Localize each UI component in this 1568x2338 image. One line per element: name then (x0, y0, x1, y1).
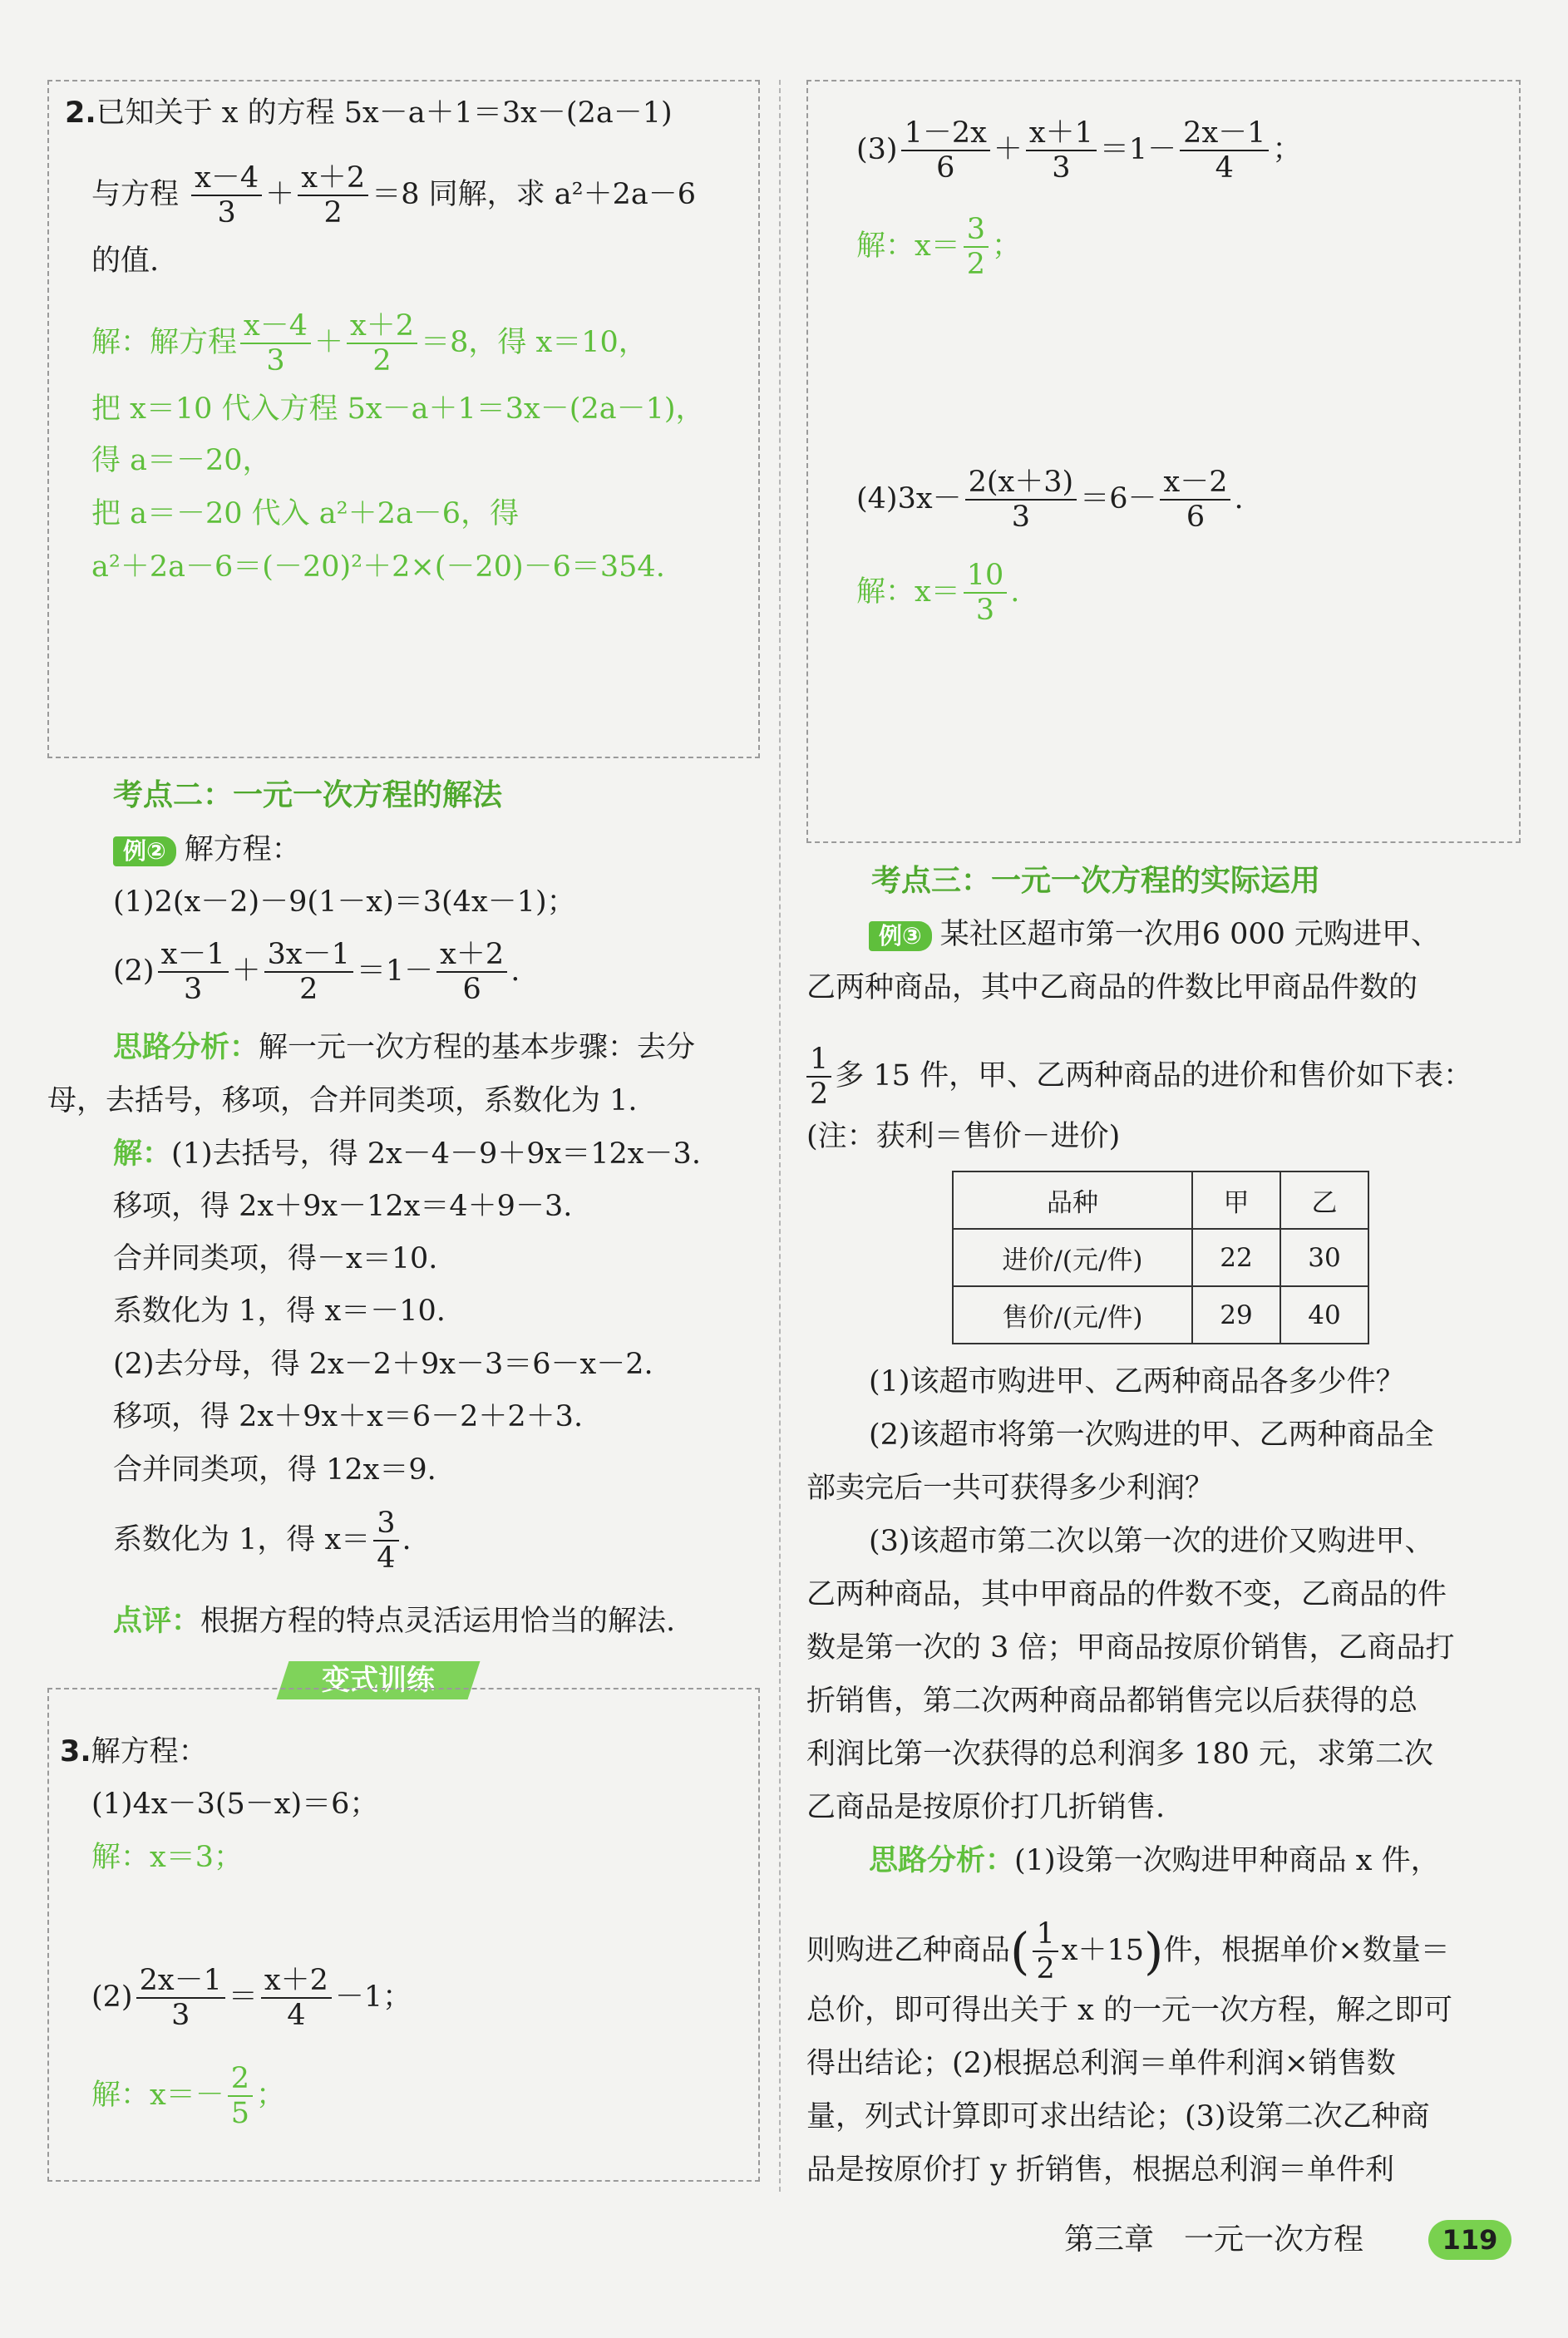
example-3-question-2b: 部卖完后一共可获得多少利润？ (806, 1472, 1215, 1505)
column-divider (779, 80, 781, 2192)
fraction: $\frac{x+2}{6}$ (436, 938, 507, 1007)
example-3-question-3b: 乙两种商品，其中甲商品的件数不变，乙商品的件 (806, 1578, 1447, 1611)
example-2-solution-8: 系数化为 1，得 x＝ $\frac{3}{4}$ . (113, 1507, 412, 1576)
part-3-answer: 解：x＝ $\frac{3}{2}$ ； (856, 213, 1022, 282)
q2-number: 2. (65, 96, 96, 130)
example-2-solution-7: 合并同类项，得 12x＝9. (113, 1453, 436, 1487)
q2-line-2: 与方程 $\frac{x-4}{3}$ ＋ $\frac{x+2}{2}$ ＝8 同解，求 a²＋2a－6 (91, 161, 697, 230)
example-3-analysis-1: 思路分析：(1)设第一次购进甲种商品 x 件， (869, 1844, 1440, 1877)
part-4: (4)3x－ $\frac{2(x+3)}{3}$ ＝6－ $\frac{x-2}{6}$ . (856, 466, 1244, 535)
example-2-solution-4: 系数化为 1，得 x＝－10. (113, 1295, 446, 1328)
fraction: $\frac{2(x+3)}{3}$ (965, 466, 1077, 535)
fraction: $\frac{1}{2}$ (806, 1043, 831, 1112)
q2-answer-2: 把 x＝10 代入方程 5x－a＋1＝3x－(2a－1)， (91, 392, 705, 426)
page-number: 119 (1428, 2220, 1511, 2260)
example-2-part-2: (2) $\frac{x-1}{3}$ ＋ $\frac{3x-1}{2}$ ＝1－ $\frac{x+2}{6}$ . (113, 938, 520, 1007)
example-2-solution-3: 合并同类项，得－x＝10. (113, 1242, 438, 1275)
q3-part-1: (1)4x－3(5－x)＝6； (91, 1788, 379, 1821)
example-3-line-2: 乙两种商品，其中乙商品的件数比甲商品件数的 (806, 971, 1418, 1004)
example-3-question-3a: (3)该超市第二次以第一次的进价又购进甲、 (869, 1525, 1434, 1558)
example-3-question-3f: 乙商品是按原价打几折销售. (806, 1791, 1166, 1824)
table-header-row (953, 1171, 1368, 1229)
fraction: $\frac{1-2x}{6}$ (901, 116, 990, 185)
variant-training-banner: 变式训练 (277, 1661, 481, 1699)
example-3-analysis-2: 则购进乙种商品( $\frac{1}{2}$ x＋15)件，根据单价×数量＝ (806, 1917, 1450, 1986)
fraction: $\frac{x-4}{3}$ (191, 161, 262, 230)
fraction: $\frac{1}{2}$ (1033, 1917, 1058, 1986)
section-heading-3: 考点三：一元一次方程的实际运用 (871, 864, 1321, 898)
price-table (952, 1171, 1369, 1344)
example-2-comment: 点评：根据方程的特点灵活运用恰当的解法. (113, 1605, 676, 1638)
example-2-solution-5: (2)去分母，得 2x－2＋9x－3＝6－x－2. (113, 1348, 653, 1381)
fraction: $\frac{x+2}{2}$ (298, 161, 368, 230)
exercise-continuation-box (806, 80, 1521, 843)
example-3-question-1: (1)该超市购进甲、乙两种商品各多少件？ (869, 1365, 1405, 1398)
table-cell: 售价/(元/件) (953, 1286, 1192, 1344)
example-3-question-3d: 折销售，第二次两种商品都销售完以后获得的总 (806, 1684, 1418, 1718)
fraction: $\frac{3}{2}$ (964, 213, 989, 282)
fraction: $\frac{2}{5}$ (228, 2062, 253, 2131)
table-row (953, 1286, 1368, 1344)
q3-part-2: (2) $\frac{2x-1}{3}$ ＝ $\frac{x+2}{4}$ －1； (91, 1964, 412, 2033)
q3-title: 3.解方程： (60, 1735, 208, 1768)
q3-answer-2: 解：x＝－ $\frac{2}{5}$ ； (91, 2062, 286, 2131)
fraction: $\frac{x+1}{3}$ (1026, 116, 1097, 185)
example-2-analysis-2: 母，去括号，移项，合并同类项，系数化为 1. (47, 1084, 638, 1117)
fraction: $\frac{2x-1}{3}$ (136, 1964, 225, 2033)
example-2-analysis-1: 思路分析：解一元一次方程的基本步骤：去分 (113, 1031, 696, 1064)
fraction: $\frac{x+2}{4}$ (261, 1964, 332, 2033)
fraction: $\frac{2x-1}{4}$ (1180, 116, 1269, 185)
example-2-solution-6: 移项，得 2x＋9x＋x＝6－2＋2＋3. (113, 1400, 584, 1433)
example-2-title: 例② 解方程： (113, 831, 301, 868)
q2-line-3: 的值. (91, 244, 160, 278)
table-cell: 29 (1192, 1286, 1280, 1344)
example-badge: 例③ (869, 921, 932, 951)
section-heading-2: 考点二：一元一次方程的解法 (113, 778, 503, 812)
table-cell: 22 (1192, 1229, 1280, 1286)
example-2-solution-2: 移项，得 2x＋9x－12x＝4＋9－3. (113, 1190, 573, 1223)
example-3-question-3e: 利润比第一次获得的总利润多 180 元，求第二次 (806, 1738, 1434, 1771)
example-badge: 例② (113, 836, 176, 866)
example-2-part-1: (1)2(x－2)－9(1－x)＝3(4x－1)； (113, 885, 576, 919)
table-row (953, 1229, 1368, 1286)
fraction: $\frac{x-2}{6}$ (1160, 466, 1230, 535)
fraction: $\frac{3}{4}$ (373, 1507, 398, 1576)
table-cell: 进价/(元/件) (953, 1229, 1192, 1286)
fraction: $\frac{x-4}{3}$ (240, 309, 311, 378)
chapter-footer: 第三章 一元一次方程 (1064, 2222, 1364, 2257)
fraction: $\frac{3x-1}{2}$ (264, 938, 353, 1007)
example-3-line-1: 例③ 某社区超市第一次用6 000 元购进甲、 (869, 916, 1440, 953)
example-3-analysis-3: 总价，即可得出关于 x 的一元一次方程，解之即可 (806, 1994, 1452, 2027)
fraction: $\frac{10}{3}$ (964, 559, 1008, 628)
table-header-cell: 品种 (953, 1171, 1192, 1229)
example-3-note: (注：获利＝售价－进价) (806, 1120, 1121, 1153)
example-2-solution-1: 解：(1)去括号，得 2x－4－9＋9x＝12x－3. (113, 1137, 701, 1171)
q2-answer-4: 把 a＝－20 代入 a²＋2a－6，得 (91, 497, 520, 530)
example-3-analysis-5: 量，列式计算即可求出结论；(3)设第二次乙种商 (806, 2100, 1430, 2133)
q3-answer-1: 解：x＝3； (91, 1841, 244, 1874)
example-3-analysis-6: 品是按原价打 y 折销售，根据总利润＝单件利 (806, 2153, 1395, 2187)
example-3-line-3: $\frac{1}{2}$ 多 15 件，甲、乙两种商品的进价和售价如下表： (806, 1043, 1472, 1112)
example-3-analysis-4: 得出结论；(2)根据总利润＝单件利润×销售数 (806, 2047, 1396, 2080)
q2-answer-3: 得 a＝－20， (91, 444, 272, 477)
fraction: $\frac{x+2}{2}$ (347, 309, 417, 378)
fraction: $\frac{x-1}{3}$ (158, 938, 229, 1007)
example-3-question-2a: (2)该超市将第一次购进的甲、乙两种商品全 (869, 1418, 1434, 1452)
table-cell: 30 (1280, 1229, 1368, 1286)
q2-line-1: 2.已知关于 x 的方程 5x－a＋1＝3x－(2a－1) (65, 96, 673, 130)
example-3-question-3c: 数是第一次的 3 倍；甲商品按原价销售，乙商品打 (806, 1631, 1455, 1665)
q2-answer-5: a²＋2a－6＝(－20)²＋2×(－20)－6＝354. (91, 550, 665, 584)
part-4-answer: 解：x＝ $\frac{10}{3}$ . (856, 559, 1020, 628)
table-header-cell: 甲 (1192, 1171, 1280, 1229)
table-cell: 40 (1280, 1286, 1368, 1344)
q2-answer-1: 解：解方程 $\frac{x-4}{3}$ ＋ $\frac{x+2}{2}$ ＝8，得 x＝10， (91, 309, 648, 378)
part-3: (3) $\frac{1-2x}{6}$ ＋ $\frac{x+1}{3}$ ＝1－ $\frac{2x-1}{4}$ ； (856, 116, 1302, 185)
table-header-cell: 乙 (1280, 1171, 1368, 1229)
